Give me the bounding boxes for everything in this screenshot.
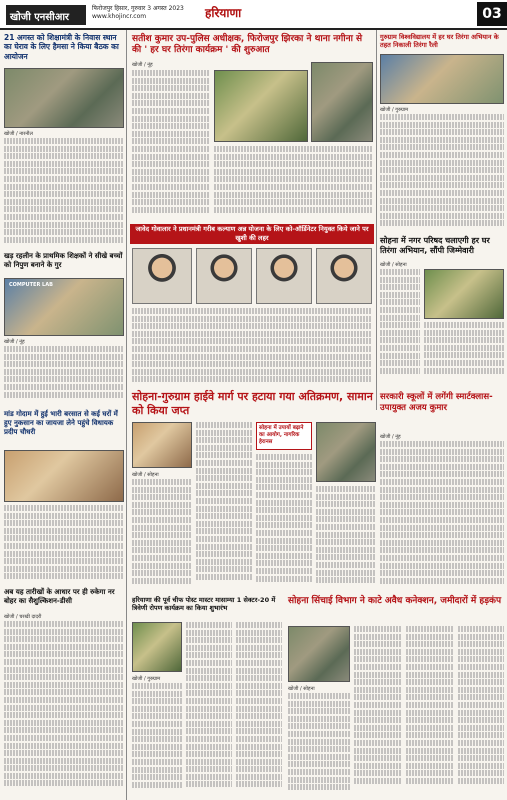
article-body: [354, 626, 402, 794]
article-photo: [311, 62, 373, 142]
article-body: [424, 322, 504, 382]
article-photo: [316, 422, 376, 482]
headline-a9: सरकारी स्कूलों में लगेंगी स्मार्टक्लास-उपायुक्त अजय कुमार: [380, 392, 493, 413]
article-body: [380, 441, 504, 589]
headline-a11: हरियाणा की पूर्व चीफ पोस्ट मास्टर मासाम्या 1 सेक्टर-20 में त्रिवेणी रोपण कार्यक्रम का किया शुभारंभ: [132, 596, 276, 613]
headline-a6: सोहना में नगर परिषद चलाएगी हर घर तिरंगा अभियान, सौंपी जिम्मेवारी: [380, 236, 490, 255]
headline-a1: 21 अगस्त को शिक्षामंत्री के निवास स्थान का घेराव के लिए हैमसा ने किया बैठक का आयोजन: [4, 33, 119, 61]
byline-a10: खोजी / चरखी दादरी: [4, 614, 42, 620]
portrait-photo: [196, 248, 252, 304]
byline-a12: खोजी / सोहना: [288, 686, 315, 692]
byline-a8: खोजी / सोहना: [132, 472, 159, 478]
article-body: [132, 683, 182, 795]
article-body: [406, 626, 454, 794]
article-body: [236, 622, 282, 794]
column-divider: [376, 30, 377, 410]
article-body: [380, 114, 504, 230]
headline-a7: मांड गोदाम में हुई भारी बरसात से कई घरों में हुए नुकसान का जायजा लेने पहुंचे विधायक प्रदीप चौधरी: [4, 410, 118, 436]
headline-a4: खड़ रहलीन के प्राथमिक शिक्षकों ने सीखे बच्चों को निपुण बनाने के गुर: [4, 252, 123, 269]
photo-caption: COMPUTER LAB: [9, 282, 53, 288]
page-number: 03: [477, 2, 507, 26]
byline-a2: खोजी / नूंह: [132, 62, 153, 68]
portrait-photo: [132, 248, 192, 304]
byline-a6: खोजी / सोहना: [380, 262, 407, 268]
byline-a4: खोजी / नूंह: [4, 339, 25, 345]
article-body: [316, 486, 376, 588]
article-body: [380, 269, 420, 381]
article-body: [4, 346, 124, 406]
article-body: [214, 146, 372, 220]
newspaper-brand: खोजी एनसीआर: [6, 5, 86, 25]
article-body: [458, 626, 504, 794]
article-body: [132, 308, 372, 384]
article-photo: [4, 68, 124, 128]
inset-title: सोहना में उपायों बढ़ाने का आयोग, नागरिक हेरानस: [259, 425, 304, 445]
headline-a5: जावेद गोवालार ने प्रधानमंत्री गरीब कल्याण अन्न योजना के लिए को-ऑर्डिनेटर नियुक्त किये जाने पर खुशी की लहर: [130, 224, 374, 244]
byline-a1: खोजी / नारनौल: [4, 131, 33, 137]
article-photo: [214, 70, 308, 142]
article-photo: [4, 450, 124, 502]
headline-a8: सोहना-गुरुग्राम हाईवे मार्ग पर हटाया गया अतिक्रमण, सामान को किया जप्त: [132, 390, 373, 417]
article-body: [4, 621, 124, 796]
article-photo: [4, 278, 124, 336]
article-body: [4, 505, 124, 585]
headline-a3: गुरुग्राम विश्वविद्यालय में हर घर तिरंगा अभियान के तहत निकाली तिरंगा रैली: [380, 33, 499, 50]
article-body: [132, 479, 192, 589]
byline-a11: खोजी / गुरुग्राम: [132, 676, 161, 682]
article-photo: [288, 626, 350, 682]
headline-a12: सोहना सिंचाई विभाग ने काटे अवैध कनेक्शन, जमीदारों में हड़कंप: [288, 596, 502, 606]
article-body: [132, 70, 210, 220]
masthead: [0, 0, 507, 28]
article-photo: [132, 422, 192, 468]
column-divider: [126, 30, 127, 800]
article-body: [196, 422, 252, 588]
headline-a10: अब यह तारीखों के आधार पर ही रुकेगा नर बोहर का सैशुल्किशन-डीसी: [4, 588, 115, 605]
masthead-rule: [0, 28, 507, 30]
article-body: [186, 622, 232, 794]
article-photo: [424, 269, 504, 319]
portrait-photo: [256, 248, 312, 304]
issue-date: फिरोजपुर हिसार, गुरुवार 3 अगस्त 2023: [92, 5, 184, 12]
article-photo: [132, 622, 182, 672]
byline-a3: खोजी / गुरुग्राम: [380, 107, 409, 113]
byline-a9: खोजी / नूंह: [380, 434, 401, 440]
portrait-photo: [316, 248, 372, 304]
article-body: [4, 138, 124, 248]
section-title: हरियाणा: [205, 6, 242, 20]
article-body: [256, 454, 312, 588]
inset-box: [256, 422, 312, 450]
headline-a2: सतीश कुमार उप-पुलिस अधीक्षक, फिरोजपुर झिरका ने थाना नगीना से की ' हर घर तिरंगा कार्यक्रम ' की शुरुआत: [132, 34, 363, 56]
masthead-meta: [92, 5, 184, 21]
article-body: [288, 693, 350, 795]
website: www.khojincr.com: [92, 13, 147, 20]
article-photo: [380, 54, 504, 104]
